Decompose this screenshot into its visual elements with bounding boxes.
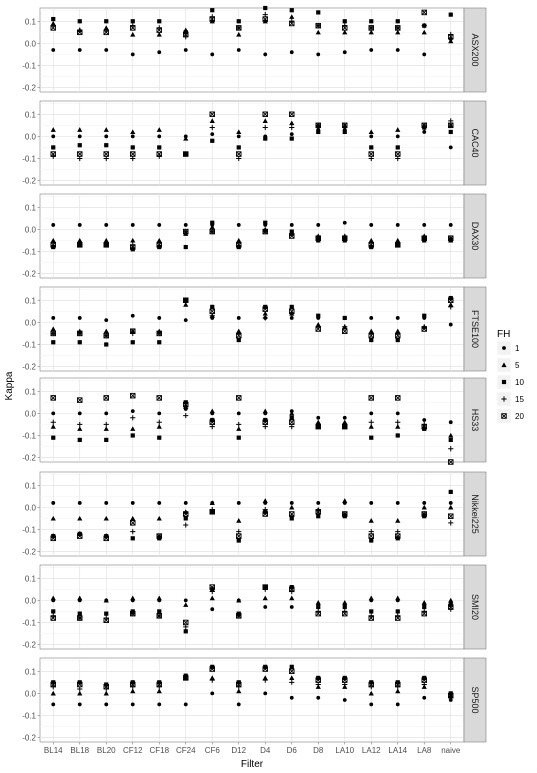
data-point-fh1 (422, 501, 426, 505)
data-point-fh1 (78, 48, 82, 52)
data-point-fh10 (51, 340, 55, 344)
facet-strip-label: CAC40 (470, 128, 480, 158)
panel-background (40, 565, 464, 649)
data-point-fh10 (422, 314, 426, 318)
data-point-fh1 (449, 420, 453, 424)
y-tick-label: 0.0 (24, 225, 36, 235)
x-tick-label: D8 (313, 746, 324, 755)
facet-strip-label: HS33 (470, 408, 480, 432)
data-point-fh10 (290, 136, 294, 140)
facet-strip-label: ASX200 (470, 33, 480, 67)
data-point-fh1 (449, 223, 453, 227)
data-point-fh10 (78, 19, 82, 23)
data-point-fh10 (131, 340, 135, 344)
data-point-fh10 (51, 145, 55, 149)
data-point-fh10 (184, 629, 188, 633)
y-tick-label: 0.0 (24, 318, 36, 328)
data-point-fh10 (210, 305, 214, 309)
x-tick-label: LA12 (361, 746, 381, 755)
data-point-fh10 (343, 130, 347, 134)
legend-label: 20 (515, 412, 524, 421)
data-point-fh1 (396, 223, 400, 227)
data-point-fh1 (78, 703, 82, 707)
y-tick-label: -0.2 (22, 733, 36, 743)
y-tick-label: -0.2 (22, 453, 36, 463)
data-point-fh1 (369, 48, 373, 52)
data-point-fh1 (316, 223, 320, 227)
data-point-fh1 (237, 411, 241, 415)
data-point-fh10 (131, 536, 135, 540)
y-tick-label: 0.0 (24, 39, 36, 49)
data-point-fh10 (343, 19, 347, 23)
legend-key-circle (502, 346, 506, 350)
data-point-fh10 (237, 538, 241, 542)
data-point-fh10 (237, 145, 241, 149)
data-point-fh10 (104, 143, 108, 147)
y-tick-label: -0.2 (22, 362, 36, 372)
data-point-fh1 (184, 703, 188, 707)
data-point-fh1 (396, 501, 400, 505)
data-point-fh1 (78, 223, 82, 227)
panel-hs33 (22, 378, 486, 464)
data-point-fh1 (104, 48, 108, 52)
data-point-fh1 (343, 50, 347, 54)
data-point-fh1 (157, 134, 161, 138)
data-point-fh10 (369, 609, 373, 613)
x-tick-label: BL18 (70, 746, 90, 755)
y-tick-label: 0.0 (24, 409, 36, 419)
data-point-fh1 (78, 316, 82, 320)
panel-background (40, 194, 464, 278)
data-point-fh1 (184, 48, 188, 52)
panel-background (40, 472, 464, 556)
data-point-fh10 (316, 605, 320, 609)
data-point-fh1 (396, 316, 400, 320)
panel-nikkei225 (22, 472, 486, 557)
data-point-fh1 (157, 501, 161, 505)
data-point-fh10 (157, 609, 161, 613)
data-point-fh10 (157, 340, 161, 344)
data-point-fh1 (369, 223, 373, 227)
x-axis-title: Filter (240, 759, 264, 770)
data-point-fh1 (104, 703, 108, 707)
data-point-fh10 (316, 10, 320, 14)
data-point-fh10 (343, 316, 347, 320)
y-tick-label: -0.2 (22, 269, 36, 279)
y-tick-label: -0.1 (22, 618, 36, 628)
data-point-fh10 (210, 8, 214, 12)
panel-dax30 (22, 194, 486, 279)
data-point-fh1 (51, 134, 55, 138)
data-point-fh1 (422, 223, 426, 227)
data-point-fh1 (316, 416, 320, 420)
y-tick-label: 0.0 (24, 503, 36, 513)
legend-title: FH (497, 329, 511, 340)
data-point-fh1 (369, 411, 373, 415)
data-point-fh1 (290, 316, 294, 320)
data-point-fh1 (290, 132, 294, 136)
data-point-fh1 (157, 411, 161, 415)
x-tick-label: CF18 (149, 746, 170, 755)
panel-background (40, 658, 464, 742)
data-point-fh10 (104, 438, 108, 442)
panel-sp500 (22, 658, 486, 743)
data-point-fh10 (369, 338, 373, 342)
x-tick-label: D6 (286, 746, 297, 755)
y-tick-label: 0.0 (24, 689, 36, 699)
data-point-fh10 (131, 433, 135, 437)
data-point-fh10 (263, 136, 267, 140)
y-tick-label: -0.1 (22, 61, 36, 71)
x-tick-label: CF24 (175, 746, 196, 755)
data-point-fh1 (210, 607, 214, 611)
panel-background (40, 8, 464, 92)
facet-strip-label: Nikkei225 (470, 494, 480, 534)
data-point-fh1 (396, 411, 400, 415)
x-tick-label: naive (441, 746, 461, 755)
y-tick-label: -0.1 (22, 247, 36, 257)
data-point-fh1 (237, 134, 241, 138)
data-point-fh10 (131, 19, 135, 23)
y-tick-label: -0.2 (22, 547, 36, 557)
data-point-fh10 (184, 516, 188, 520)
y-tick-label: -0.2 (22, 83, 36, 93)
legend-label: 5 (515, 361, 520, 370)
data-point-fh1 (369, 316, 373, 320)
x-tick-label: LA10 (335, 746, 355, 755)
data-point-fh10 (369, 145, 373, 149)
y-tick-label: 0.0 (24, 596, 36, 606)
data-point-fh1 (422, 130, 426, 134)
data-point-fh10 (78, 143, 82, 147)
y-tick-label: 0.1 (24, 110, 36, 120)
facet-strip-label: FTSE100 (470, 309, 480, 349)
data-point-fh1 (263, 691, 267, 695)
data-point-fh1 (237, 223, 241, 227)
data-point-fh1 (78, 501, 82, 505)
data-point-fh1 (104, 134, 108, 138)
x-tick-label: CF12 (122, 746, 143, 755)
panel-smi20 (22, 565, 486, 650)
data-point-fh1 (104, 411, 108, 415)
data-point-fh1 (131, 223, 135, 227)
panel-background (40, 101, 464, 185)
legend-label: 15 (515, 395, 524, 404)
data-point-fh1 (157, 703, 161, 707)
data-point-fh10 (237, 436, 241, 440)
data-point-fh1 (157, 50, 161, 54)
data-point-fh10 (396, 609, 400, 613)
panel-background (40, 378, 464, 462)
data-point-fh1 (396, 48, 400, 52)
x-tick-label: LA14 (388, 746, 408, 755)
data-point-fh10 (104, 342, 108, 346)
data-point-fh10 (78, 340, 82, 344)
data-point-fh1 (78, 134, 82, 138)
data-point-fh10 (369, 19, 373, 23)
y-tick-label: 0.0 (24, 132, 36, 142)
data-point-fh1 (131, 314, 135, 318)
data-point-fh10 (210, 139, 214, 143)
data-point-fh10 (263, 6, 267, 10)
data-point-fh1 (369, 501, 373, 505)
y-tick-label: 0.1 (24, 17, 36, 27)
data-point-fh1 (184, 318, 188, 322)
data-point-fh1 (290, 605, 294, 609)
legend-label: 10 (515, 378, 524, 387)
data-point-fh1 (396, 134, 400, 138)
data-point-fh1 (157, 223, 161, 227)
y-tick-label: -0.2 (22, 176, 36, 186)
data-point-fh1 (184, 501, 188, 505)
data-point-fh10 (449, 13, 453, 17)
data-point-fh1 (449, 146, 453, 150)
data-point-fh10 (78, 612, 82, 616)
data-point-fh10 (396, 338, 400, 342)
data-point-fh1 (396, 703, 400, 707)
y-tick-label: -0.1 (22, 525, 36, 535)
y-tick-label: -0.1 (22, 340, 36, 350)
data-point-fh10 (51, 609, 55, 613)
data-point-fh1 (104, 223, 108, 227)
x-tick-label: BL20 (96, 746, 116, 755)
data-point-fh1 (343, 416, 347, 420)
panel-background (40, 287, 464, 371)
data-point-fh1 (290, 696, 294, 700)
data-point-fh10 (104, 19, 108, 23)
data-point-fh10 (157, 436, 161, 440)
data-point-fh10 (157, 19, 161, 23)
panel-ftse100 (22, 287, 486, 372)
data-point-fh1 (131, 409, 135, 413)
data-point-fh10 (396, 145, 400, 149)
data-point-fh1 (449, 323, 453, 327)
y-tick-label: 0.1 (24, 387, 36, 397)
data-point-fh1 (343, 698, 347, 702)
legend-label: 1 (515, 344, 520, 353)
data-point-fh1 (184, 223, 188, 227)
data-point-fh10 (131, 145, 135, 149)
data-point-fh1 (316, 696, 320, 700)
data-point-fh1 (157, 316, 161, 320)
data-point-fh1 (131, 53, 135, 57)
data-point-fh1 (237, 316, 241, 320)
data-point-fh1 (51, 703, 55, 707)
data-point-fh1 (290, 223, 294, 227)
legend-key-square (502, 380, 506, 384)
data-point-fh10 (316, 314, 320, 318)
data-point-fh1 (263, 53, 267, 57)
data-point-fh10 (449, 130, 453, 134)
data-point-fh1 (449, 501, 453, 505)
data-point-fh1 (131, 501, 135, 505)
y-axis-title: Kappa (4, 371, 15, 401)
x-tick-label: D12 (231, 746, 247, 755)
panel-asx200 (22, 6, 486, 93)
data-point-fh10 (369, 538, 373, 542)
y-tick-label: 0.1 (24, 296, 36, 306)
data-point-fh10 (263, 221, 267, 225)
data-point-fh1 (104, 318, 108, 322)
data-point-fh10 (422, 605, 426, 609)
data-point-fh10 (343, 605, 347, 609)
y-tick-label: -0.1 (22, 154, 36, 164)
data-point-fh1 (51, 411, 55, 415)
data-point-fh10 (104, 612, 108, 616)
data-point-fh10 (369, 436, 373, 440)
data-point-fh10 (51, 17, 55, 21)
data-point-fh1 (237, 501, 241, 505)
data-point-fh1 (290, 50, 294, 54)
data-point-fh1 (51, 223, 55, 227)
data-point-fh1 (131, 703, 135, 707)
data-point-fh10 (396, 19, 400, 23)
x-tick-label: BL14 (43, 746, 63, 755)
data-point-fh1 (184, 598, 188, 602)
data-point-fh1 (210, 132, 214, 136)
data-point-fh1 (369, 703, 373, 707)
data-point-fh1 (369, 134, 373, 138)
data-point-fh1 (51, 501, 55, 505)
data-point-fh1 (51, 316, 55, 320)
data-point-fh10 (237, 338, 241, 342)
data-point-fh1 (316, 501, 320, 505)
y-tick-label: -0.1 (22, 711, 36, 721)
data-point-fh10 (210, 221, 214, 225)
data-point-fh1 (78, 411, 82, 415)
data-point-fh1 (104, 501, 108, 505)
data-point-fh10 (290, 8, 294, 12)
data-point-fh10 (396, 433, 400, 437)
data-point-fh10 (51, 436, 55, 440)
data-point-fh10 (316, 130, 320, 134)
x-tick-label: CF6 (204, 746, 220, 755)
x-tick-label: D4 (260, 746, 271, 755)
data-point-fh1 (237, 703, 241, 707)
data-point-fh1 (210, 53, 214, 57)
data-point-fh10 (237, 19, 241, 23)
y-tick-label: 0.1 (24, 574, 36, 584)
data-point-fh1 (422, 53, 426, 57)
facet-strip-label: SP500 (470, 686, 480, 714)
facet-strip-label: SMI20 (470, 593, 480, 621)
panel-cac40 (22, 101, 486, 186)
y-tick-label: -0.2 (22, 640, 36, 650)
data-point-fh1 (237, 48, 241, 52)
y-tick-label: 0.1 (24, 481, 36, 491)
data-point-fh10 (184, 245, 188, 249)
data-point-fh10 (449, 438, 453, 442)
legend (497, 329, 524, 423)
data-point-fh10 (290, 305, 294, 309)
data-point-fh1 (343, 221, 347, 225)
data-point-fh1 (263, 605, 267, 609)
facet-strip-label: DAX30 (470, 221, 480, 251)
y-tick-label: 0.1 (24, 203, 36, 213)
data-point-fh1 (316, 53, 320, 57)
data-point-fh10 (449, 490, 453, 494)
data-point-fh10 (157, 145, 161, 149)
data-point-fh1 (422, 418, 426, 422)
data-point-fh1 (131, 134, 135, 138)
y-tick-label: -0.1 (22, 431, 36, 441)
data-point-fh1 (422, 696, 426, 700)
x-tick-label: LA8 (417, 746, 432, 755)
data-point-fh10 (78, 438, 82, 442)
data-point-fh1 (51, 48, 55, 52)
data-point-fh10 (290, 416, 294, 420)
data-point-fh1 (210, 691, 214, 695)
data-point-fh10 (290, 665, 294, 669)
data-point-fh1 (290, 501, 294, 505)
y-tick-label: 0.1 (24, 667, 36, 677)
